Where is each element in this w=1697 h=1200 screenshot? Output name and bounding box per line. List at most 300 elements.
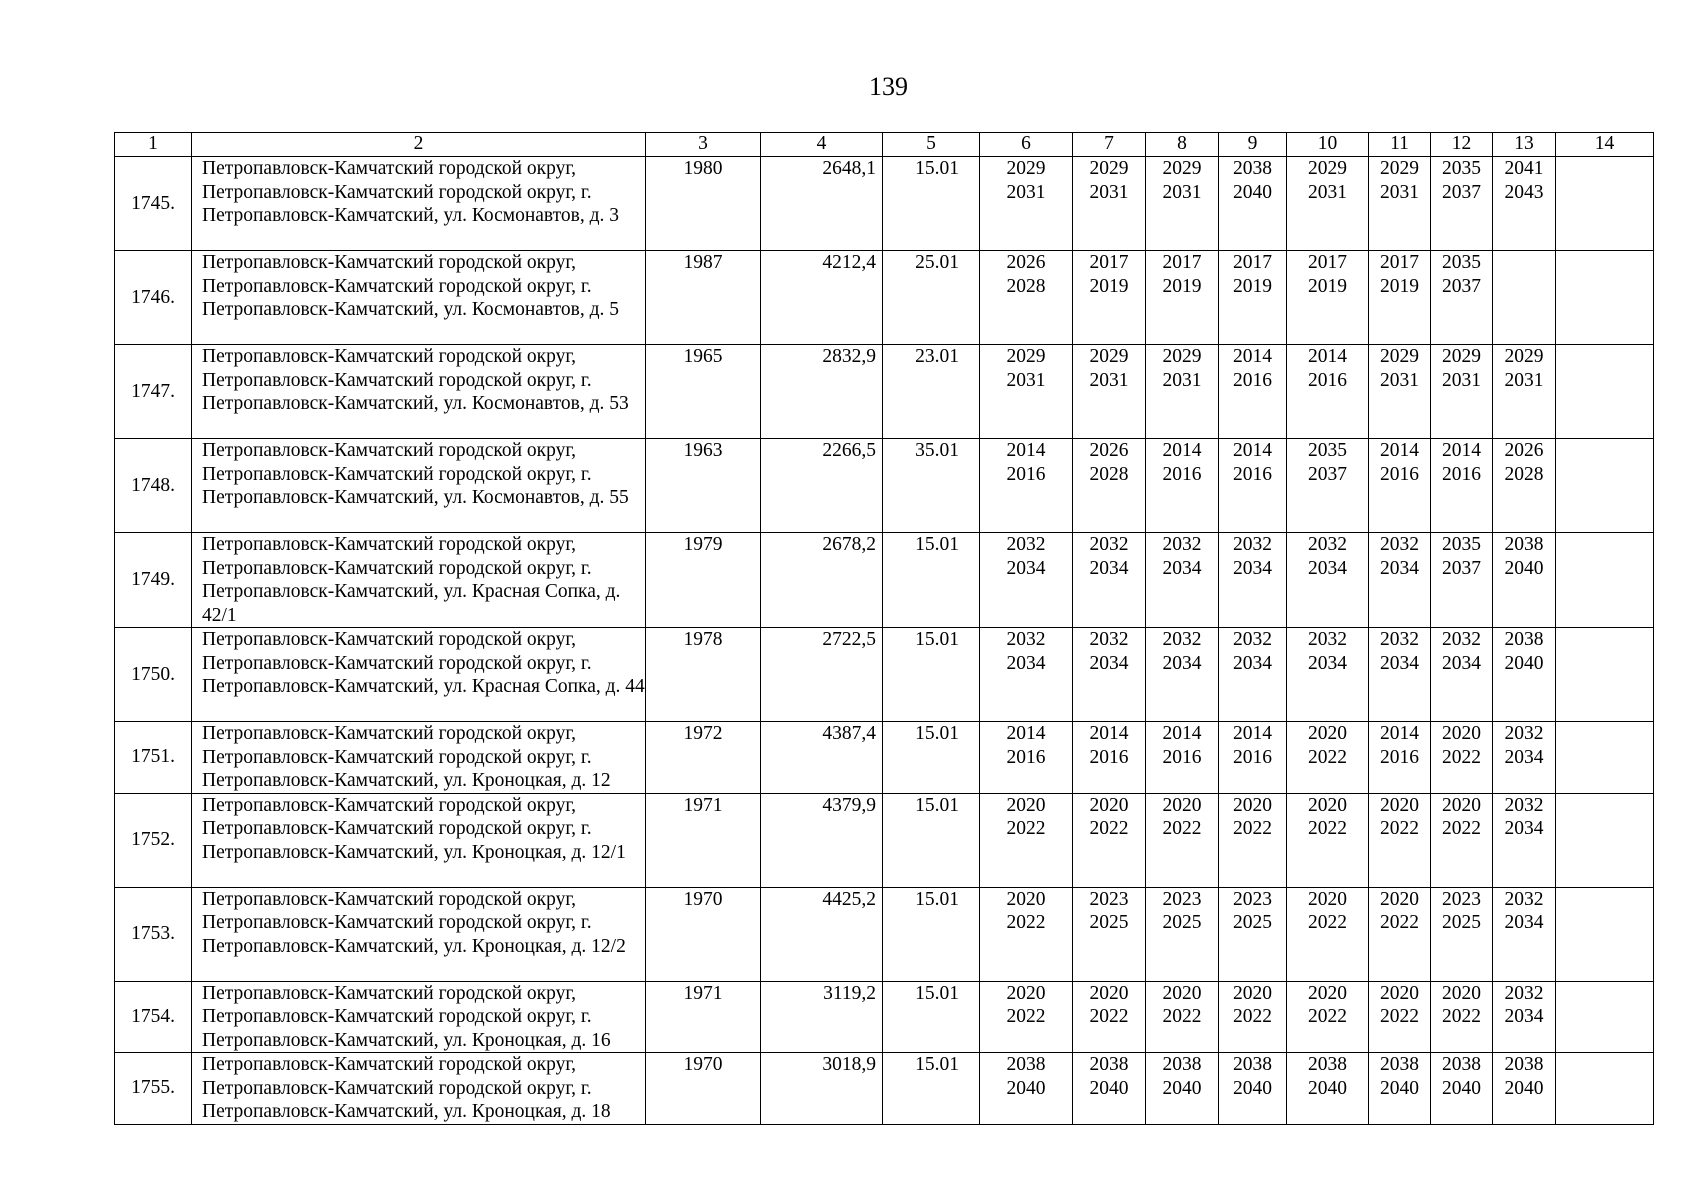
- period-cell-8: [1146, 793, 1219, 887]
- period-cell-10: [1287, 981, 1369, 1053]
- period-start: 2032: [1504, 982, 1544, 1004]
- period-end: 2040: [1089, 1077, 1129, 1099]
- period-end: 2022: [1442, 1006, 1481, 1027]
- period-cell-8: [1146, 345, 1219, 439]
- period-cell-10: [1287, 887, 1369, 981]
- year-cell: 1970: [646, 887, 761, 981]
- period-cell-10: [1287, 533, 1369, 628]
- period-start: 2032: [1308, 629, 1347, 650]
- period-end: 2040: [1504, 1077, 1544, 1099]
- period-cell-11: [1369, 251, 1431, 345]
- period-start: 2014: [1233, 346, 1272, 367]
- period-end: 2040: [1442, 1077, 1481, 1099]
- period-start: 2032: [1380, 534, 1419, 555]
- period-cell-12: [1431, 722, 1493, 794]
- column-header: 14: [1556, 133, 1654, 157]
- period-start: 2032: [1233, 629, 1272, 650]
- period-start: 2020: [1089, 982, 1129, 1004]
- period-start: 2038: [1504, 629, 1544, 650]
- period-cell-12: [1431, 533, 1493, 628]
- period-start: 2035: [1442, 252, 1481, 273]
- period-start: 2020: [1380, 794, 1419, 816]
- row-number: 1752.: [115, 793, 192, 887]
- period-start: 2023: [1162, 888, 1202, 910]
- period-cell-9: [1219, 251, 1287, 345]
- period-end: 2040: [1504, 557, 1544, 579]
- year-cell: 1971: [646, 793, 761, 887]
- period-cell-13: [1493, 157, 1556, 251]
- period-cell-12: [1431, 981, 1493, 1053]
- row-number: 1747.: [115, 345, 192, 439]
- period-start: 2038: [1089, 1054, 1129, 1075]
- period-start: 2023: [1442, 888, 1481, 910]
- period-start: 2038: [1308, 1054, 1347, 1075]
- period-end: 2016: [1089, 746, 1129, 768]
- period-end: 2022: [1162, 1006, 1202, 1027]
- period-start: 2014: [1233, 723, 1272, 744]
- period-end: 2043: [1504, 181, 1544, 203]
- period-cell-9: [1219, 887, 1287, 981]
- period-end: 2016: [1380, 746, 1419, 768]
- period-start: 2020: [1308, 794, 1347, 816]
- period-cell-10: [1287, 1053, 1369, 1125]
- period-end: 2025: [1162, 912, 1202, 933]
- year-cell: 1972: [646, 722, 761, 794]
- address-cell: Петропавловск-Камчатский городской округ, Петропавловск-Камчатский городской округ, г. Петропавловск-Камчатский, ул. Космонавтов, д. 55: [192, 439, 646, 533]
- period-cell-6: [980, 533, 1073, 628]
- period-end: 2034: [1006, 557, 1046, 579]
- column-header: 12: [1431, 133, 1493, 157]
- period-start: 2020: [1233, 982, 1272, 1004]
- period-cell-6: [980, 251, 1073, 345]
- period-end: 2034: [1504, 818, 1544, 839]
- period-cell-12: [1431, 793, 1493, 887]
- address-cell: Петропавловск-Камчатский городской округ, Петропавловск-Камчатский городской округ, г. Петропавловск-Камчатский, ул. Кроноцкая, д. 16: [192, 981, 646, 1053]
- row-number: 1754.: [115, 981, 192, 1053]
- period-start: 2029: [1380, 346, 1419, 367]
- period-cell-6: [980, 722, 1073, 794]
- period-end: 2028: [1089, 463, 1129, 485]
- period-cell-14: [1556, 251, 1654, 345]
- address-cell: Петропавловск-Камчатский городской округ, Петропавловск-Камчатский городской округ, г. Петропавловск-Камчатский, ул. Кроноцкая, д. 12/1: [192, 793, 646, 887]
- period-cell-9: [1219, 722, 1287, 794]
- period-end: 2016: [1308, 369, 1347, 391]
- area-cell: 2648,1: [761, 157, 883, 251]
- period-end: 2034: [1380, 557, 1419, 579]
- period-start: 2017: [1162, 252, 1202, 273]
- period-end: 2022: [1233, 818, 1272, 839]
- table-row: [115, 157, 1654, 251]
- column-header: 10: [1287, 133, 1369, 157]
- area-cell: 3018,9: [761, 1053, 883, 1125]
- period-start: 2032: [1380, 629, 1419, 650]
- period-start: 2020: [1380, 888, 1419, 910]
- period-end: 2016: [1233, 369, 1272, 391]
- period-cell-8: [1146, 1053, 1219, 1125]
- period-start: 2029: [1006, 346, 1046, 367]
- period-end: 2034: [1233, 557, 1272, 579]
- code-cell: 15.01: [883, 628, 980, 722]
- period-start: 2014: [1006, 723, 1046, 744]
- period-start: 2020: [1442, 982, 1481, 1004]
- period-start: 2014: [1380, 723, 1419, 744]
- period-end: 2037: [1442, 181, 1481, 203]
- period-cell-11: [1369, 628, 1431, 722]
- column-header: 4: [761, 133, 883, 157]
- address-cell: Петропавловск-Камчатский городской округ, Петропавловск-Камчатский городской округ, г. Петропавловск-Камчатский, ул. Кроноцкая, д. 12/2: [192, 887, 646, 981]
- period-end: 2019: [1089, 275, 1129, 297]
- area-cell: 2722,5: [761, 628, 883, 722]
- period-start: 2026: [1504, 440, 1544, 461]
- period-start: 2032: [1162, 534, 1202, 555]
- period-end: 2040: [1308, 1077, 1347, 1099]
- period-cell-6: [980, 1053, 1073, 1125]
- period-cell-14: [1556, 628, 1654, 722]
- period-start: 2029: [1006, 158, 1046, 179]
- period-start: 2020: [1162, 982, 1202, 1004]
- period-start: 2014: [1308, 346, 1347, 367]
- column-header: 2: [192, 133, 646, 157]
- period-cell-12: [1431, 439, 1493, 533]
- period-cell-10: [1287, 793, 1369, 887]
- period-cell-8: [1146, 722, 1219, 794]
- column-header: 6: [980, 133, 1073, 157]
- period-end: 2034: [1006, 652, 1046, 674]
- period-cell-13: [1493, 439, 1556, 533]
- table-row: [115, 887, 1654, 981]
- code-cell: 23.01: [883, 345, 980, 439]
- period-end: 2022: [1006, 818, 1046, 839]
- period-end: 2025: [1442, 912, 1481, 933]
- period-end: 2034: [1504, 746, 1544, 768]
- period-end: 2037: [1442, 557, 1481, 579]
- period-cell-12: [1431, 628, 1493, 722]
- column-header: 5: [883, 133, 980, 157]
- period-end: 2034: [1089, 652, 1129, 674]
- period-start: 2020: [1442, 794, 1481, 816]
- area-cell: 2678,2: [761, 533, 883, 628]
- period-start: 2032: [1504, 888, 1544, 910]
- period-cell-6: [980, 345, 1073, 439]
- address-cell: Петропавловск-Камчатский городской округ, Петропавловск-Камчатский городской округ, г. Петропавловск-Камчатский, ул. Космонавтов, д. 53: [192, 345, 646, 439]
- period-start: 2032: [1233, 534, 1272, 555]
- period-end: 2016: [1006, 746, 1046, 768]
- period-end: 2031: [1089, 181, 1129, 203]
- code-cell: 15.01: [883, 793, 980, 887]
- period-end: 2031: [1380, 181, 1419, 203]
- table-row: [115, 251, 1654, 345]
- period-end: 2034: [1442, 652, 1481, 674]
- period-start: 2032: [1089, 629, 1129, 650]
- period-cell-7: [1073, 439, 1146, 533]
- period-start: 2029: [1089, 158, 1129, 179]
- period-end: 2031: [1162, 181, 1202, 203]
- period-end: 2034: [1504, 1006, 1544, 1027]
- period-cell-11: [1369, 793, 1431, 887]
- period-end: 2022: [1089, 1006, 1129, 1027]
- table-row: [115, 1053, 1654, 1125]
- period-cell-14: [1556, 793, 1654, 887]
- period-end: 2022: [1233, 1006, 1272, 1027]
- period-start: 2020: [1308, 982, 1347, 1004]
- table-body: [115, 157, 1654, 1125]
- row-number: 1745.: [115, 157, 192, 251]
- period-start: 2020: [1006, 982, 1046, 1004]
- period-start: 2032: [1006, 629, 1046, 650]
- period-start: 2032: [1504, 723, 1544, 744]
- area-cell: 4212,4: [761, 251, 883, 345]
- period-cell-6: [980, 157, 1073, 251]
- period-cell-14: [1556, 533, 1654, 628]
- period-end: 2031: [1380, 369, 1419, 391]
- period-end: 2022: [1380, 912, 1419, 933]
- period-cell-12: [1431, 251, 1493, 345]
- period-end: 2031: [1006, 369, 1046, 391]
- period-start: 2038: [1380, 1054, 1419, 1075]
- period-end: 2022: [1308, 746, 1347, 768]
- period-cell-9: [1219, 345, 1287, 439]
- period-cell-13: [1493, 533, 1556, 628]
- column-header: 3: [646, 133, 761, 157]
- period-start: 2014: [1162, 723, 1202, 744]
- period-cell-8: [1146, 981, 1219, 1053]
- address-cell: Петропавловск-Камчатский городской округ, Петропавловск-Камчатский городской округ, г. Петропавловск-Камчатский, ул. Кроноцкая, д. 18: [192, 1053, 646, 1125]
- period-start: 2014: [1162, 440, 1202, 461]
- period-start: 2038: [1162, 1054, 1202, 1075]
- period-end: 2016: [1442, 463, 1481, 485]
- period-start: 2035: [1442, 158, 1481, 179]
- period-end: 2040: [1006, 1077, 1046, 1099]
- period-cell-14: [1556, 439, 1654, 533]
- period-cell-10: [1287, 439, 1369, 533]
- period-end: 2031: [1504, 369, 1544, 391]
- area-cell: 2266,5: [761, 439, 883, 533]
- period-cell-9: [1219, 981, 1287, 1053]
- year-cell: 1979: [646, 533, 761, 628]
- column-header: 1: [115, 133, 192, 157]
- period-end: 2025: [1089, 912, 1129, 933]
- period-start: 2023: [1089, 888, 1129, 910]
- row-number: 1755.: [115, 1053, 192, 1125]
- area-cell: 4425,2: [761, 887, 883, 981]
- period-cell-7: [1073, 251, 1146, 345]
- period-start: 2020: [1006, 794, 1046, 816]
- period-cell-14: [1556, 1053, 1654, 1125]
- period-end: 2022: [1442, 746, 1481, 768]
- code-cell: 25.01: [883, 251, 980, 345]
- period-cell-8: [1146, 887, 1219, 981]
- period-cell-9: [1219, 157, 1287, 251]
- period-end: 2034: [1308, 652, 1347, 674]
- area-cell: 4387,4: [761, 722, 883, 794]
- year-cell: 1970: [646, 1053, 761, 1125]
- code-cell: 15.01: [883, 1053, 980, 1125]
- period-cell-14: [1556, 722, 1654, 794]
- header-row: [115, 133, 1654, 157]
- area-cell: 3119,2: [761, 981, 883, 1053]
- period-cell-10: [1287, 628, 1369, 722]
- period-cell-13: [1493, 628, 1556, 722]
- period-end: 2037: [1442, 275, 1481, 297]
- address-cell: Петропавловск-Камчатский городской округ, Петропавловск-Камчатский городской округ, г. Петропавловск-Камчатский, ул. Космонавтов, д. 3: [192, 157, 646, 251]
- period-start: 2032: [1504, 794, 1544, 816]
- period-cell-11: [1369, 887, 1431, 981]
- period-end: 2025: [1233, 912, 1272, 933]
- period-cell-13: [1493, 722, 1556, 794]
- period-end: 2034: [1162, 652, 1202, 674]
- period-end: 2022: [1006, 1006, 1046, 1027]
- period-end: 2019: [1380, 275, 1419, 297]
- year-cell: 1980: [646, 157, 761, 251]
- period-cell-9: [1219, 1053, 1287, 1125]
- period-start: 2017: [1380, 252, 1419, 273]
- period-start: 2032: [1089, 534, 1129, 555]
- period-end: 2016: [1162, 463, 1202, 485]
- period-end: 2022: [1308, 1006, 1347, 1027]
- period-cell-8: [1146, 251, 1219, 345]
- code-cell: 15.01: [883, 722, 980, 794]
- period-start: 2029: [1442, 346, 1481, 367]
- period-cell-13: [1493, 793, 1556, 887]
- period-end: 2022: [1308, 912, 1347, 933]
- period-start: 2038: [1233, 1054, 1272, 1075]
- period-end: 2022: [1162, 818, 1202, 839]
- period-cell-14: [1556, 157, 1654, 251]
- period-end: 2019: [1308, 275, 1347, 297]
- period-cell-12: [1431, 345, 1493, 439]
- period-cell-14: [1556, 981, 1654, 1053]
- period-end: 2016: [1162, 746, 1202, 768]
- code-cell: 15.01: [883, 533, 980, 628]
- period-cell-6: [980, 981, 1073, 1053]
- year-cell: 1978: [646, 628, 761, 722]
- period-cell-7: [1073, 628, 1146, 722]
- period-start: 2038: [1504, 534, 1544, 555]
- period-start: 2020: [1089, 794, 1129, 816]
- period-start: 2017: [1089, 252, 1129, 273]
- period-cell-13: [1493, 1053, 1556, 1125]
- period-end: 2028: [1504, 463, 1544, 485]
- period-cell-11: [1369, 157, 1431, 251]
- period-cell-7: [1073, 533, 1146, 628]
- code-cell: 35.01: [883, 439, 980, 533]
- period-start: 2038: [1006, 1054, 1046, 1075]
- period-cell-9: [1219, 793, 1287, 887]
- year-cell: 1965: [646, 345, 761, 439]
- period-end: 2022: [1442, 818, 1481, 839]
- period-cell-7: [1073, 793, 1146, 887]
- period-start: 2020: [1308, 723, 1347, 744]
- period-end: 2034: [1233, 652, 1272, 674]
- period-cell-7: [1073, 157, 1146, 251]
- period-end: 2040: [1504, 652, 1544, 674]
- period-end: 2040: [1233, 181, 1272, 203]
- period-end: 2034: [1089, 557, 1129, 579]
- period-cell-11: [1369, 722, 1431, 794]
- period-start: 2014: [1380, 440, 1419, 461]
- period-end: 2022: [1380, 818, 1419, 839]
- period-end: 2034: [1162, 557, 1202, 579]
- period-start: 2035: [1308, 440, 1347, 461]
- column-header: 9: [1219, 133, 1287, 157]
- period-cell-6: [980, 439, 1073, 533]
- period-start: 2038: [1442, 1054, 1481, 1075]
- period-cell-13: [1493, 345, 1556, 439]
- area-cell: 2832,9: [761, 345, 883, 439]
- period-cell-7: [1073, 345, 1146, 439]
- period-cell-6: [980, 628, 1073, 722]
- period-end: 2031: [1308, 181, 1347, 203]
- table-row: [115, 981, 1654, 1053]
- period-cell-9: [1219, 628, 1287, 722]
- period-end: 2022: [1380, 1006, 1419, 1027]
- period-start: 2029: [1162, 158, 1202, 179]
- period-start: 2026: [1006, 252, 1046, 273]
- code-cell: 15.01: [883, 157, 980, 251]
- address-cell: Петропавловск-Камчатский городской округ, Петропавловск-Камчатский городской округ, г. Петропавловск-Камчатский, ул. Красная Сопка, д. 42/1: [192, 533, 646, 628]
- period-end: 2016: [1233, 746, 1272, 768]
- period-start: 2020: [1380, 982, 1419, 1004]
- period-end: 2022: [1006, 912, 1046, 933]
- period-start: 2020: [1006, 888, 1046, 910]
- table-row: [115, 722, 1654, 794]
- period-start: 2041: [1504, 158, 1544, 179]
- table-row: [115, 533, 1654, 628]
- period-end: 2019: [1162, 275, 1202, 297]
- period-cell-6: [980, 887, 1073, 981]
- period-start: 2032: [1308, 534, 1347, 555]
- period-cell-13: [1493, 251, 1556, 345]
- period-cell-7: [1073, 887, 1146, 981]
- period-cell-9: [1219, 439, 1287, 533]
- period-start: 2038: [1504, 1054, 1544, 1075]
- column-header: 7: [1073, 133, 1146, 157]
- row-number: 1751.: [115, 722, 192, 794]
- period-end: 2016: [1006, 463, 1046, 485]
- period-cell-8: [1146, 533, 1219, 628]
- period-end: 2040: [1162, 1077, 1202, 1099]
- period-end: 2034: [1504, 912, 1544, 933]
- period-cell-11: [1369, 981, 1431, 1053]
- period-end: 2031: [1162, 369, 1202, 391]
- period-cell-10: [1287, 345, 1369, 439]
- period-end: 2040: [1233, 1077, 1272, 1099]
- period-cell-12: [1431, 1053, 1493, 1125]
- column-header: 8: [1146, 133, 1219, 157]
- period-cell-6: [980, 793, 1073, 887]
- table-row: [115, 793, 1654, 887]
- period-cell-14: [1556, 887, 1654, 981]
- row-number: 1753.: [115, 887, 192, 981]
- period-end: 2031: [1442, 369, 1481, 391]
- period-start: 2017: [1308, 252, 1347, 273]
- register-table: [114, 132, 1654, 1125]
- year-cell: 1971: [646, 981, 761, 1053]
- period-end: 2022: [1089, 818, 1129, 839]
- period-cell-13: [1493, 887, 1556, 981]
- period-start: 2014: [1233, 440, 1272, 461]
- address-cell: Петропавловск-Камчатский городской округ, Петропавловск-Камчатский городской округ, г. Петропавловск-Камчатский, ул. Космонавтов, д. 5: [192, 251, 646, 345]
- period-start: 2032: [1442, 629, 1481, 650]
- period-cell-11: [1369, 345, 1431, 439]
- address-cell: Петропавловск-Камчатский городской округ, Петропавловск-Камчатский городской округ, г. Петропавловск-Камчатский, ул. Кроноцкая, д. 12: [192, 722, 646, 794]
- period-start: 2029: [1089, 346, 1129, 367]
- period-start: 2020: [1308, 888, 1347, 910]
- period-start: 2032: [1006, 534, 1046, 555]
- period-cell-10: [1287, 722, 1369, 794]
- table-row: [115, 439, 1654, 533]
- period-cell-14: [1556, 345, 1654, 439]
